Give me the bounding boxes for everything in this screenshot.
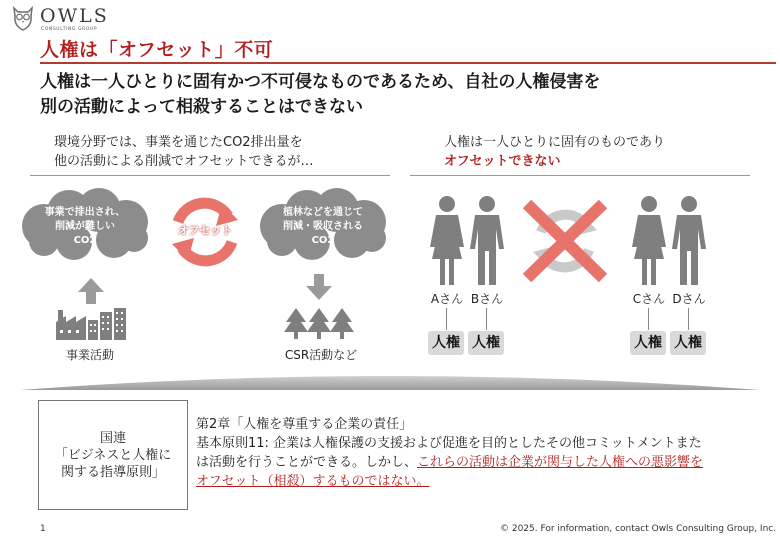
page-number: 1	[40, 524, 46, 534]
principle-highlight-1: これらの活動は企業が関与した人権への悪影響を	[417, 455, 704, 470]
cloud-label-absorption	[252, 206, 394, 248]
owl-icon	[10, 4, 36, 32]
connector-a	[446, 308, 447, 330]
business-activity-caption: 事業活動	[65, 348, 114, 362]
lead-line-2: 別の活動によって相殺することはできない	[40, 97, 363, 117]
human-rights-description	[444, 133, 665, 171]
title-divider	[40, 62, 776, 64]
section-divider-wedge	[20, 370, 760, 392]
cloud-label-emission-1: 事業で排出され、	[44, 207, 126, 218]
no-offset-icon	[515, 196, 615, 286]
cloud-label-absorption-1: 植林などを通じて	[283, 207, 363, 218]
logo-subtitle: CONSULTING GROUP	[41, 27, 98, 32]
offset-label: オフセット	[177, 224, 233, 237]
csr-activity-caption: CSR活動など	[284, 348, 358, 362]
person-label-b: Bさん	[470, 292, 504, 306]
principle-text-plain: は活動を行うことができる。しかし、	[196, 455, 418, 470]
person-label-d: Dさん	[672, 292, 706, 306]
trees-icon	[284, 306, 354, 340]
arrow-down-icon	[304, 272, 334, 302]
connector-d	[688, 308, 689, 330]
principle-line-1: 基本原則11: 企業は人権保護の支援および促進を目的としたその他コミットメントまた	[196, 436, 702, 451]
un-principles-label	[38, 430, 188, 481]
person-icon-a	[428, 195, 466, 287]
right-divider	[410, 175, 750, 176]
connector-b	[486, 308, 487, 330]
lead-statement	[40, 70, 760, 120]
un-label-line-3: 関する指導原則」	[60, 465, 165, 480]
logo-text: OWLS	[40, 5, 109, 27]
environment-line-2: 他の活動による削減でオフセットできるが…	[54, 154, 314, 169]
un-label-line-1: 国連	[99, 431, 126, 446]
un-label-line-2: 「ビジネスと人権に	[54, 448, 172, 463]
person-icon-c	[630, 195, 668, 287]
cloud-label-emission	[14, 206, 156, 248]
principle-highlight-2: オフセット（相殺）するものではない。	[196, 474, 430, 489]
rights-box-a: 人権	[428, 331, 464, 355]
rights-box-c: 人権	[630, 331, 666, 355]
cloud-label-absorption-3: CO2	[311, 235, 335, 246]
person-label-a: Aさん	[430, 292, 464, 306]
lead-line-1: 人権は一人ひとりに固有かつ不可侵なものであるため、自社の人権侵害を	[40, 72, 601, 92]
cloud-label-emission-3: CO2	[73, 235, 97, 246]
human-rights-line-2: オフセットできない	[444, 154, 561, 169]
rights-box-b: 人権	[468, 331, 504, 355]
copyright-notice: © 2025. For information, contact Owls Consulting Group, Inc.	[500, 524, 777, 534]
arrow-up-icon	[76, 276, 106, 306]
guiding-principle-text	[196, 415, 756, 491]
person-icon-d	[670, 195, 708, 287]
cloud-label-emission-2: 削減が難しい	[55, 221, 115, 232]
rights-box-d: 人権	[670, 331, 706, 355]
human-rights-line-1: 人権は一人ひとりに固有のものであり	[444, 135, 666, 150]
left-divider	[30, 175, 390, 176]
person-label-c: Cさん	[632, 292, 666, 306]
factory-icon	[56, 306, 128, 340]
cloud-label-absorption-2: 削減・吸収される	[283, 221, 363, 232]
page-title: 人権は「オフセット」不可	[40, 39, 274, 61]
company-logo	[10, 4, 120, 34]
principle-line-2	[196, 453, 756, 472]
environment-line-1: 環境分野では、事業を通じたCO2排出量を	[54, 135, 303, 150]
connector-c	[648, 308, 649, 330]
chapter-heading: 第2章「人権を尊重する企業の責任」	[196, 417, 413, 432]
environment-description	[54, 133, 313, 171]
person-icon-b	[468, 195, 506, 287]
